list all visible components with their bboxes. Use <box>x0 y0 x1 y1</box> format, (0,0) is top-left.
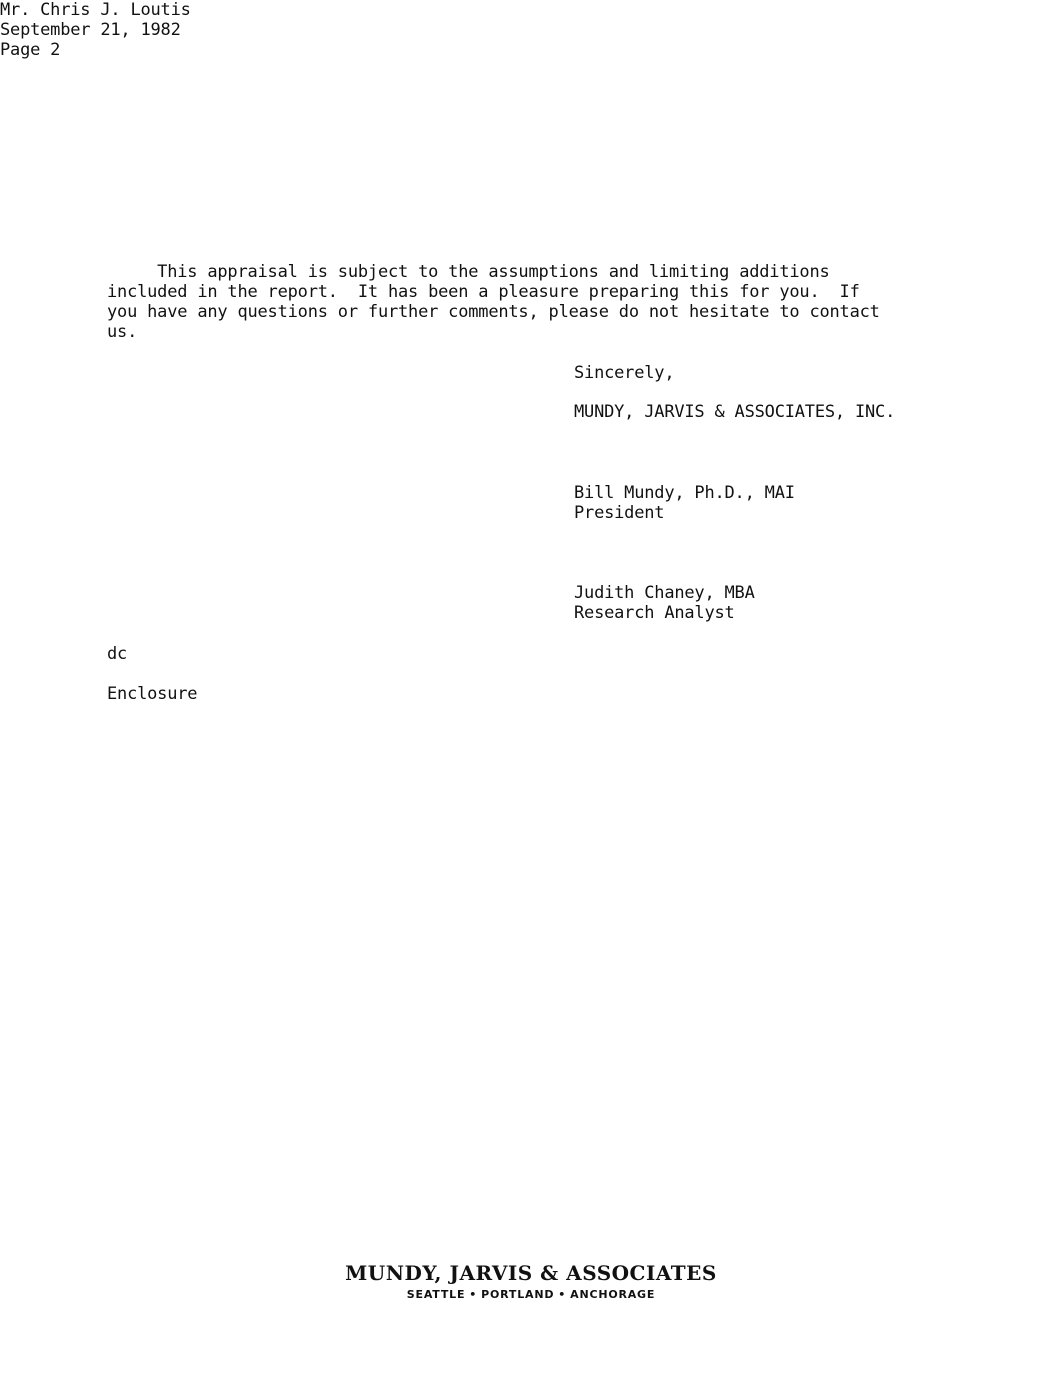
signer-name: Judith Chaney, MBA <box>574 583 755 603</box>
footer-separator: • <box>469 1288 478 1301</box>
letter-date: September 21, 1982 <box>0 20 181 40</box>
footer-city: SEATTLE <box>406 1288 466 1301</box>
signer-name: Bill Mundy, Ph.D., MAI <box>574 483 795 503</box>
body-line: included in the report. It has been a pleasure preparing this for you. If <box>107 282 860 302</box>
footer-separator: • <box>558 1288 567 1301</box>
typist-initials: dc <box>107 644 128 664</box>
footer-firm-name: MUNDY, JARVIS & ASSOCIATES <box>345 1261 717 1285</box>
typist-initials-block <box>107 644 127 664</box>
body-line: This appraisal is subject to the assumptions and limiting additions <box>107 262 830 282</box>
company-signature-block <box>574 402 895 422</box>
footer-city: ANCHORAGE <box>570 1288 656 1301</box>
recipient-name: Mr. Chris J. Loutis <box>0 0 191 20</box>
closing-salutation: Sincerely, <box>574 363 675 383</box>
footer-city: PORTLAND <box>481 1288 555 1301</box>
closing-salutation-block <box>574 363 674 383</box>
signer-title: President <box>574 503 665 523</box>
body-line: us. <box>107 322 138 342</box>
signature-company: MUNDY, JARVIS & ASSOCIATES, INC. <box>574 402 896 422</box>
body-line: you have any questions or further comments, please do not hesitate to contact <box>107 302 880 322</box>
body-paragraph <box>107 262 917 342</box>
signer-block-president <box>574 483 795 523</box>
page-number: Page 2 <box>0 40 61 60</box>
enclosure-note-block <box>107 684 197 704</box>
footer-cities <box>0 1288 1062 1301</box>
enclosure-note: Enclosure <box>107 684 198 704</box>
signer-title: Research Analyst <box>574 603 735 623</box>
letter-header <box>0 0 1062 60</box>
signer-block-analyst <box>574 583 755 623</box>
